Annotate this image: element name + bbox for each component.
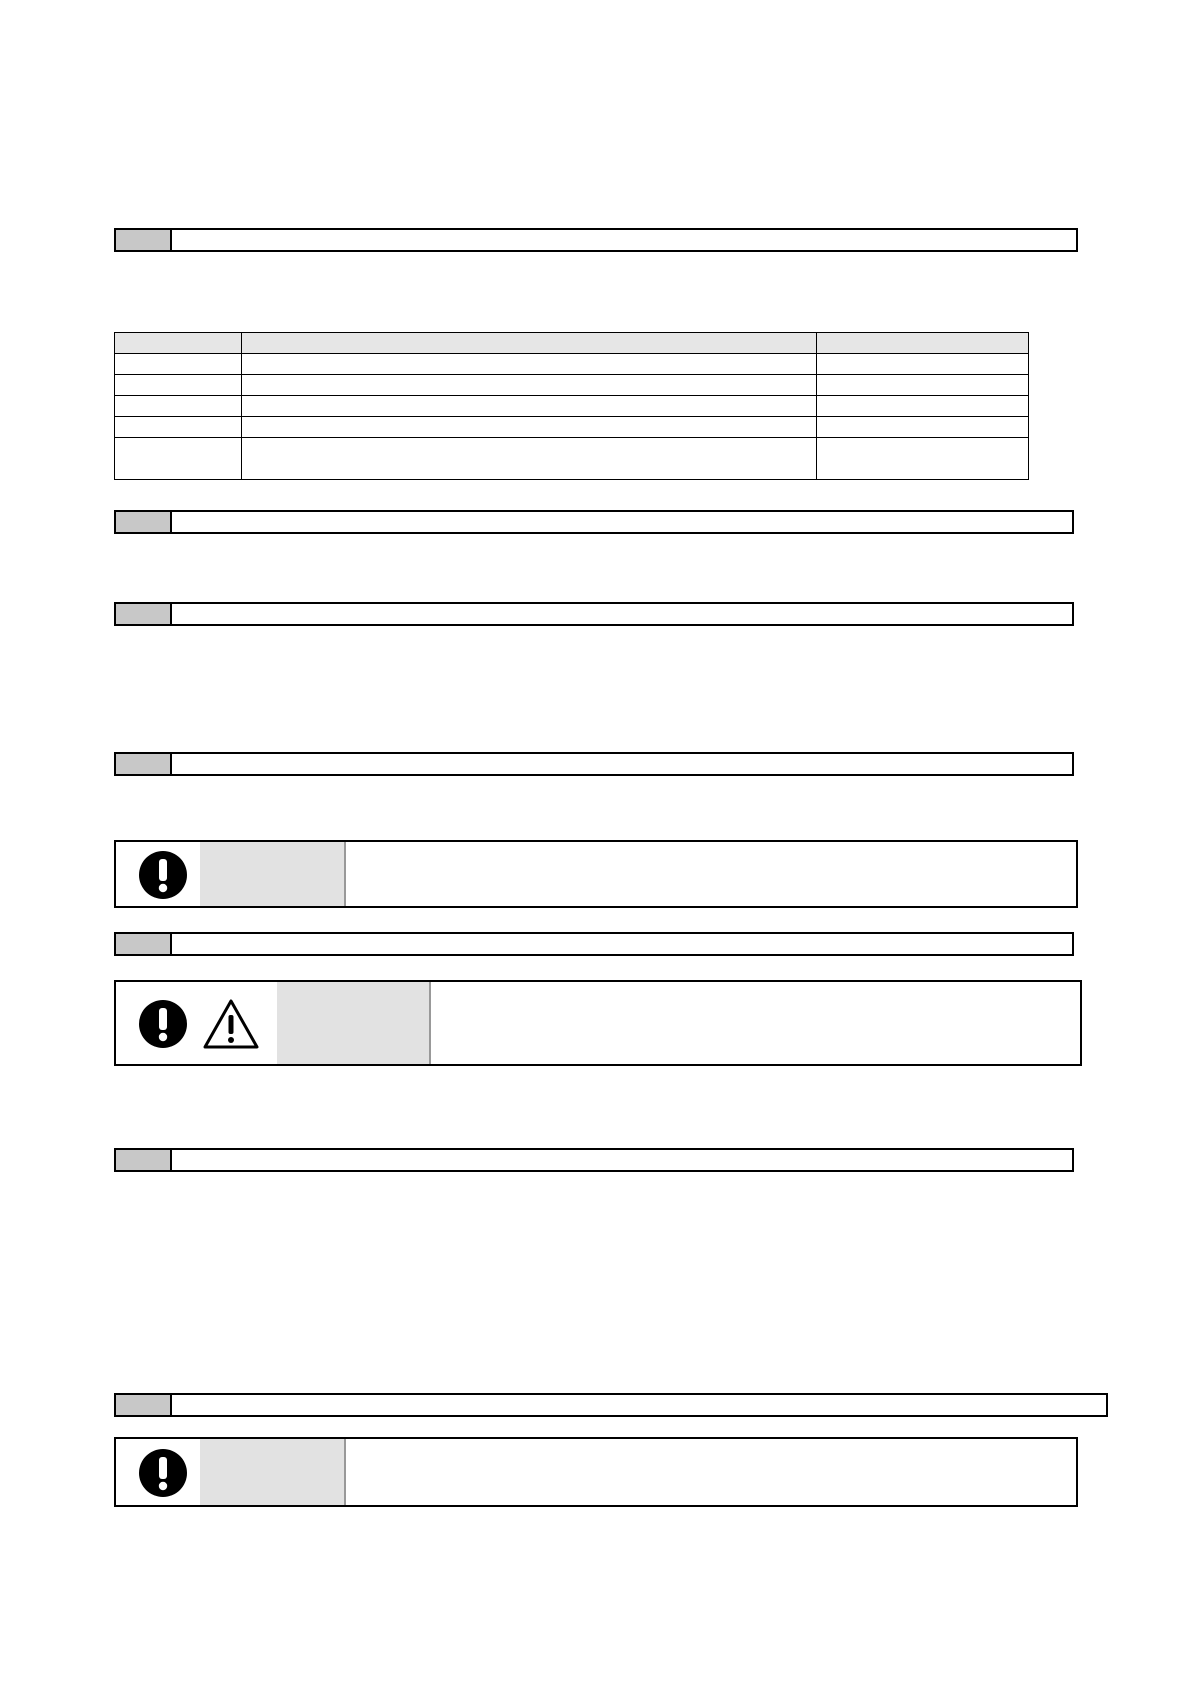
table-cell — [115, 417, 242, 438]
table-row — [115, 375, 1029, 396]
table-cell — [115, 438, 242, 480]
caution-notice — [114, 1437, 1078, 1507]
table-cell — [242, 417, 817, 438]
table-row — [115, 354, 1029, 375]
section-number — [116, 1150, 172, 1170]
section-title — [178, 1395, 1102, 1415]
table-row — [115, 438, 1029, 480]
table-header-row — [115, 333, 1029, 354]
table-cell — [817, 396, 1029, 417]
section-header-6 — [114, 1148, 1074, 1172]
section-header-1 — [114, 228, 1078, 252]
section-header-7 — [114, 1393, 1108, 1417]
table-cell — [817, 375, 1029, 396]
notice-text — [344, 842, 1068, 906]
notice-text — [429, 982, 1072, 1064]
warning-notice — [114, 980, 1082, 1066]
table-cell — [242, 438, 817, 480]
section-title — [178, 934, 1068, 954]
spec-table — [114, 332, 1029, 480]
notice-text — [344, 1439, 1068, 1505]
section-title — [178, 230, 1072, 250]
notice-label — [277, 982, 429, 1064]
caution-notice — [114, 840, 1078, 908]
section-number — [116, 934, 172, 954]
section-number — [116, 512, 172, 532]
section-title — [178, 604, 1068, 624]
section-header-4 — [114, 752, 1074, 776]
section-number — [116, 754, 172, 774]
section-number — [116, 230, 172, 250]
table-cell — [242, 354, 817, 375]
mandatory-icon — [138, 1448, 188, 1498]
table-header-cell — [817, 333, 1029, 354]
table-row — [115, 417, 1029, 438]
table-header-cell — [242, 333, 817, 354]
mandatory-icon — [138, 850, 188, 900]
table-cell — [115, 396, 242, 417]
table-header-cell — [115, 333, 242, 354]
table-row — [115, 396, 1029, 417]
warning-triangle-icon — [202, 998, 260, 1050]
section-header-5 — [114, 932, 1074, 956]
table-cell — [817, 354, 1029, 375]
section-title — [178, 754, 1068, 774]
notice-label — [200, 1439, 344, 1505]
section-number — [116, 604, 172, 624]
section-header-3 — [114, 602, 1074, 626]
section-title — [178, 512, 1068, 532]
table-cell — [115, 375, 242, 396]
section-number — [116, 1395, 172, 1415]
section-header-2 — [114, 510, 1074, 534]
table-cell — [242, 396, 817, 417]
table-cell — [817, 438, 1029, 480]
table-cell — [817, 417, 1029, 438]
section-title — [178, 1150, 1068, 1170]
notice-label — [200, 842, 344, 906]
table-cell — [115, 354, 242, 375]
mandatory-icon — [138, 999, 188, 1049]
table-cell — [242, 375, 817, 396]
